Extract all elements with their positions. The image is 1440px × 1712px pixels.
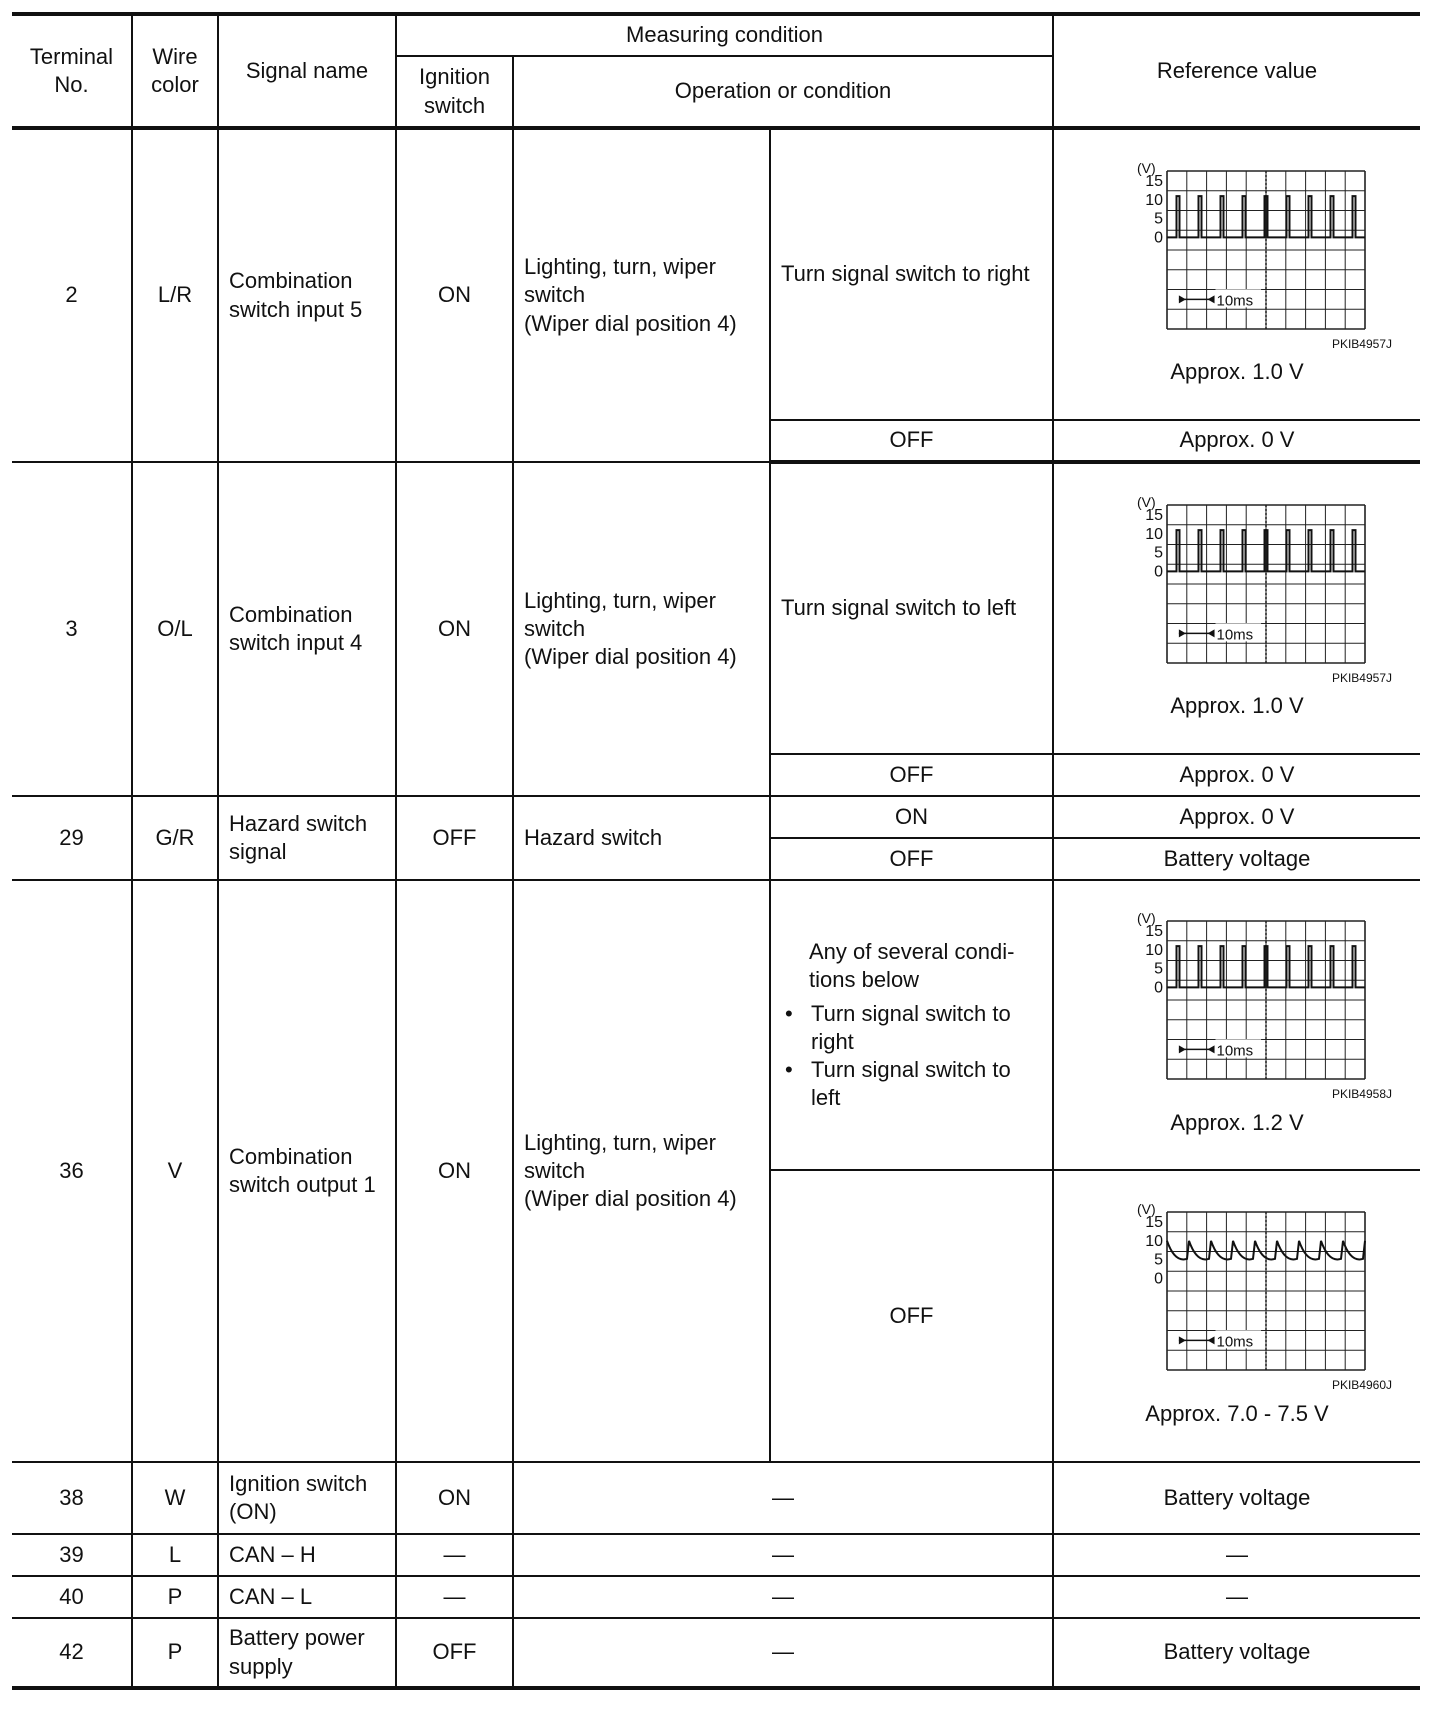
header-measuring-condition: Measuring condition bbox=[396, 14, 1053, 56]
table-row bbox=[12, 1576, 1420, 1618]
terminal-reference-document bbox=[12, 12, 1420, 1690]
operation: — bbox=[513, 1462, 1053, 1534]
oscilloscope-waveform bbox=[1064, 493, 1410, 669]
time-division-label: 10ms bbox=[1216, 626, 1254, 644]
condition: OFF bbox=[770, 754, 1053, 796]
wire-color: P bbox=[132, 1576, 218, 1618]
condition: Turn signal switch to left bbox=[770, 462, 1053, 754]
condition: OFF bbox=[770, 1170, 1053, 1462]
reference-value: Battery voltage bbox=[1053, 838, 1420, 880]
wire-color: W bbox=[132, 1462, 218, 1534]
terminal-number: 38 bbox=[12, 1462, 132, 1534]
operation: — bbox=[513, 1576, 1053, 1618]
y-tick-label: 15 bbox=[1145, 172, 1163, 190]
oscilloscope-waveform bbox=[1064, 909, 1410, 1085]
terminal-number: 39 bbox=[12, 1534, 132, 1576]
time-division-label: 10ms bbox=[1216, 1333, 1254, 1351]
table-row bbox=[12, 1618, 1420, 1688]
y-tick-label: 0 bbox=[1154, 563, 1163, 581]
reference-value: Approx. 0 V bbox=[1053, 796, 1420, 838]
y-unit-label: (V) bbox=[1137, 493, 1156, 510]
oscilloscope-waveform bbox=[1064, 1200, 1410, 1376]
y-tick-label: 10 bbox=[1145, 525, 1163, 543]
reference-value-cell bbox=[1053, 462, 1420, 754]
header-reference-value: Reference value bbox=[1053, 14, 1420, 128]
y-tick-label: 15 bbox=[1145, 923, 1163, 941]
reference-value: Approx. 0 V bbox=[1053, 420, 1420, 462]
table-row bbox=[12, 880, 1420, 1170]
oscilloscope-waveform bbox=[1064, 159, 1410, 335]
table-row bbox=[12, 1462, 1420, 1534]
y-unit-label: (V) bbox=[1137, 910, 1156, 927]
reference-value: Approx. 1.2 V bbox=[1170, 1109, 1304, 1135]
wire-color: L bbox=[132, 1534, 218, 1576]
figure-code: PKIB4958J bbox=[1331, 1087, 1392, 1102]
terminal-number: 2 bbox=[12, 128, 132, 462]
figure-code: PKIB4957J bbox=[1331, 670, 1392, 685]
signal-name: Combination switch output 1 bbox=[218, 880, 396, 1462]
reference-value: Approx. 1.0 V bbox=[1170, 693, 1304, 719]
signal-name: Ignition switch (ON) bbox=[218, 1462, 396, 1534]
operation: Lighting, turn, wiper switch (Wiper dial position 4) bbox=[513, 462, 770, 796]
scope-graph bbox=[1107, 909, 1367, 1085]
condition: OFF bbox=[770, 838, 1053, 880]
terminal-number: 36 bbox=[12, 880, 132, 1462]
operation: Lighting, turn, wiper switch (Wiper dial position 4) bbox=[513, 880, 770, 1462]
ignition-switch-state: ON bbox=[396, 462, 513, 796]
figure-code: PKIB4960J bbox=[1331, 1378, 1392, 1393]
condition: Turn signal switch to right bbox=[770, 128, 1053, 420]
y-tick-label: 15 bbox=[1145, 1214, 1163, 1232]
condition: ON bbox=[770, 796, 1053, 838]
scope-graph bbox=[1107, 159, 1367, 335]
y-unit-label: (V) bbox=[1137, 159, 1156, 176]
operation: Lighting, turn, wiper switch (Wiper dial position 4) bbox=[513, 128, 770, 462]
y-tick-label: 10 bbox=[1145, 942, 1163, 960]
condition bbox=[770, 880, 1053, 1170]
ignition-switch-state: OFF bbox=[396, 1618, 513, 1688]
reference-value-cell bbox=[1053, 1170, 1420, 1462]
reference-value-cell bbox=[1053, 880, 1420, 1170]
signal-name: CAN – H bbox=[218, 1534, 396, 1576]
terminal-number: 40 bbox=[12, 1576, 132, 1618]
reference-value: Approx. 0 V bbox=[1053, 754, 1420, 796]
ignition-switch-state: ON bbox=[396, 1462, 513, 1534]
list-item: • Turn signal switch to left bbox=[807, 1056, 1042, 1112]
terminal-number: 3 bbox=[12, 462, 132, 796]
scope-graph bbox=[1107, 493, 1367, 669]
wire-color: V bbox=[132, 880, 218, 1462]
signal-name: Hazard switch signal bbox=[218, 796, 396, 880]
header-signal-name: Signal name bbox=[218, 14, 396, 128]
operation: Hazard switch bbox=[513, 796, 770, 880]
header-terminal-no: Terminal No. bbox=[12, 14, 132, 128]
ignition-switch-state: — bbox=[396, 1534, 513, 1576]
operation: — bbox=[513, 1618, 1053, 1688]
ignition-switch-state: ON bbox=[396, 880, 513, 1462]
reference-value-cell bbox=[1053, 128, 1420, 420]
table-row bbox=[12, 796, 1420, 838]
wire-color: P bbox=[132, 1618, 218, 1688]
y-tick-label: 5 bbox=[1154, 960, 1163, 978]
wire-color: O/L bbox=[132, 462, 218, 796]
y-tick-label: 10 bbox=[1145, 1233, 1163, 1251]
table-row bbox=[12, 128, 1420, 420]
time-division-label: 10ms bbox=[1216, 292, 1254, 310]
header-wire-color: Wire color bbox=[132, 14, 218, 128]
list-item: • Turn signal switch to right bbox=[807, 1000, 1042, 1056]
reference-value: — bbox=[1053, 1534, 1420, 1576]
condition-list bbox=[783, 1000, 1042, 1113]
terminal-number: 29 bbox=[12, 796, 132, 880]
time-division-label: 10ms bbox=[1216, 1042, 1254, 1060]
signal-name: Combination switch input 5 bbox=[218, 128, 396, 462]
table-row bbox=[12, 462, 1420, 754]
condition-intro: Any of several condi- tions below bbox=[809, 938, 1015, 992]
reference-value: Battery voltage bbox=[1053, 1462, 1420, 1534]
y-tick-label: 0 bbox=[1154, 979, 1163, 997]
y-tick-label: 15 bbox=[1145, 506, 1163, 524]
table-row bbox=[12, 1534, 1420, 1576]
operation: — bbox=[513, 1534, 1053, 1576]
y-tick-label: 5 bbox=[1154, 210, 1163, 228]
reference-value: Battery voltage bbox=[1053, 1618, 1420, 1688]
wire-color: L/R bbox=[132, 128, 218, 462]
figure-code: PKIB4957J bbox=[1331, 336, 1392, 351]
condition: OFF bbox=[770, 420, 1053, 462]
y-tick-label: 0 bbox=[1154, 229, 1163, 247]
ignition-switch-state: ON bbox=[396, 128, 513, 462]
reference-value: — bbox=[1053, 1576, 1420, 1618]
scope-graph bbox=[1107, 1200, 1367, 1376]
ignition-switch-state: — bbox=[396, 1576, 513, 1618]
signal-name: CAN – L bbox=[218, 1576, 396, 1618]
terminal-number: 42 bbox=[12, 1618, 132, 1688]
signal-name: Battery power supply bbox=[218, 1618, 396, 1688]
y-unit-label: (V) bbox=[1137, 1201, 1156, 1218]
y-tick-label: 5 bbox=[1154, 1251, 1163, 1269]
reference-value: Approx. 7.0 - 7.5 V bbox=[1145, 1400, 1329, 1426]
reference-value: Approx. 1.0 V bbox=[1170, 359, 1304, 385]
ignition-switch-state: OFF bbox=[396, 796, 513, 880]
wire-color: G/R bbox=[132, 796, 218, 880]
y-tick-label: 10 bbox=[1145, 191, 1163, 209]
header-operation-or-condition: Operation or condition bbox=[513, 56, 1053, 128]
y-tick-label: 0 bbox=[1154, 1270, 1163, 1288]
header-ignition-switch: Ignition switch bbox=[396, 56, 513, 128]
terminal-reference-table bbox=[12, 12, 1420, 1690]
signal-name: Combination switch input 4 bbox=[218, 462, 396, 796]
y-tick-label: 5 bbox=[1154, 544, 1163, 562]
